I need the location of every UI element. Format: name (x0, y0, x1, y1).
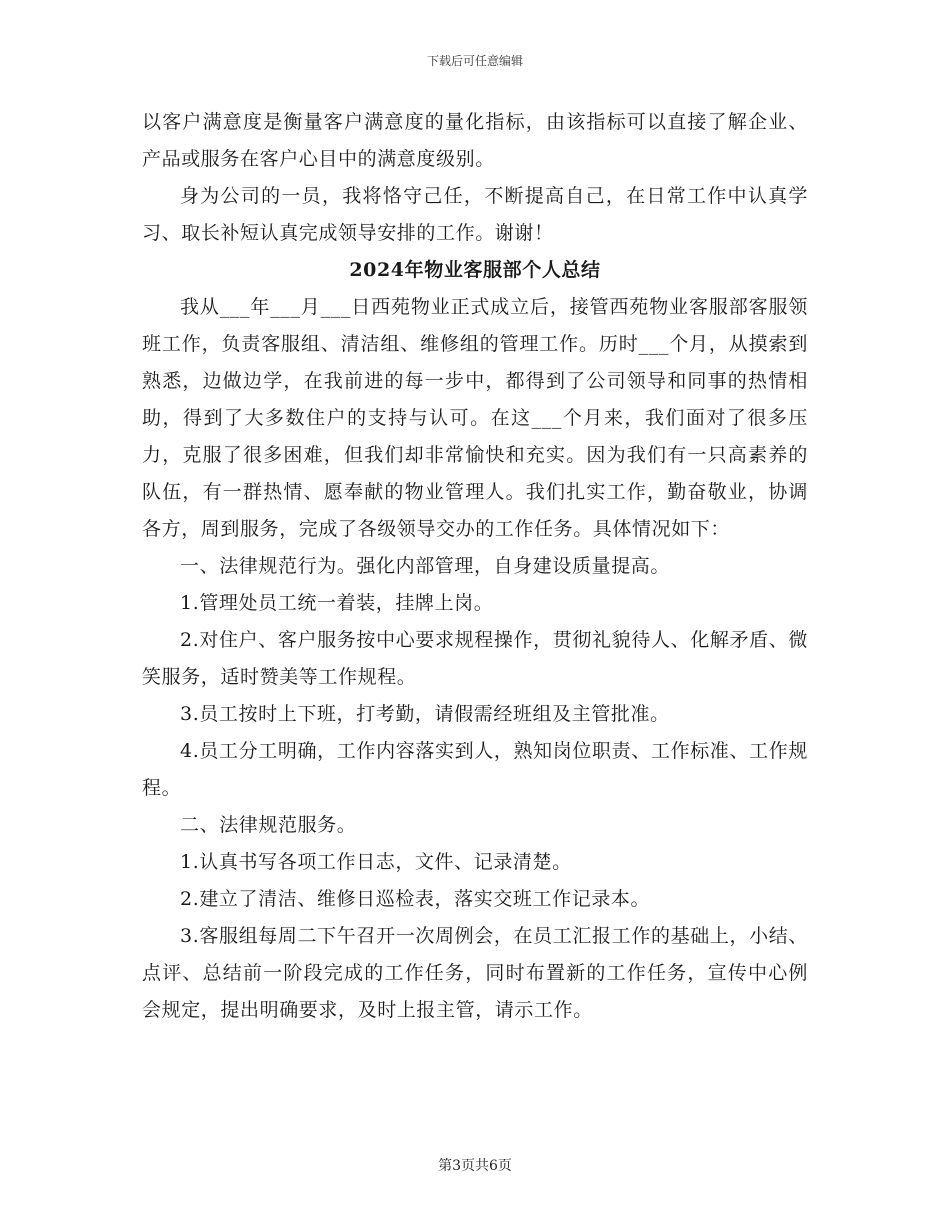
paragraph-continuation: 以客户满意度是衡量客户满意度的量化指标，由该指标可以直接了解企业、产品或服务在客户心目中的满意度级别。 (142, 111, 808, 170)
list-item: 2.对住户、客户服务按中心要求规程操作，贯彻礼貌待人、化解矛盾、微笑服务，适时赞美等工作规程。 (142, 629, 808, 688)
list-item: 1.认真书写各项工作日志，文件、记录清楚。 (180, 851, 572, 873)
page-header: 下载后可任意编辑 (426, 54, 523, 68)
list-item: 1.管理处员工统一着装，挂牌上岗。 (180, 592, 494, 614)
heading-section-1: 一、法律规范行为。强化内部管理，自身建设质量提高。 (180, 555, 671, 577)
list-item: 3.客服组每周二下午召开一次周例会，在员工汇报工作的基础上，小结、点评、总结前一阶段完成的工作任务，同时布置新的工作任务，宣传中心例会规定，提出明确要求，及时上报主管，请示工作。 (142, 925, 808, 1021)
paragraph-closing: 身为公司的一员，我将恪守己任，不断提高自己，在日常工作中认真学习、取长补短认真完成领导安排的工作。谢谢！ (142, 185, 808, 244)
section-title: 2024年物业客服部个人总结 (349, 259, 601, 281)
list-item: 4.员工分工明确，工作内容落实到人，熟知岗位职责、工作标准、工作规程。 (142, 740, 808, 799)
list-item: 2.建立了清洁、维修日巡检表，落实交班工作记录本。 (180, 888, 651, 910)
page-footer: 第3页共6页 (438, 1158, 512, 1174)
document-body (142, 104, 808, 1029)
list-item: 3.员工按时上下班，打考勤，请假需经班组及主管批准。 (180, 703, 670, 725)
paragraph-intro: 我从___年___月___日西苑物业正式成立后，接管西苑物业客服部客服领班工作，负责客服组、清洁组、维修组的管理工作。历时___个月，从摸索到熟悉，边做边学，在我前进的每一步中，都得到了公司领导和同事的热情相助，得到了大多数住户的支持与认可。在这___个月来，我们面对了很多压力，克服了很多困难，但我们却非常愉快和充实。因为我们有一只高素养的队伍，有一群热情、愿奉献的物业管理人。我们扎实工作，勤奋敬业，协调各方，周到服务，完成了各级领导交办的工作任务。具体情况如下： (142, 296, 808, 540)
heading-section-2: 二、法律规范服务。 (180, 814, 357, 836)
